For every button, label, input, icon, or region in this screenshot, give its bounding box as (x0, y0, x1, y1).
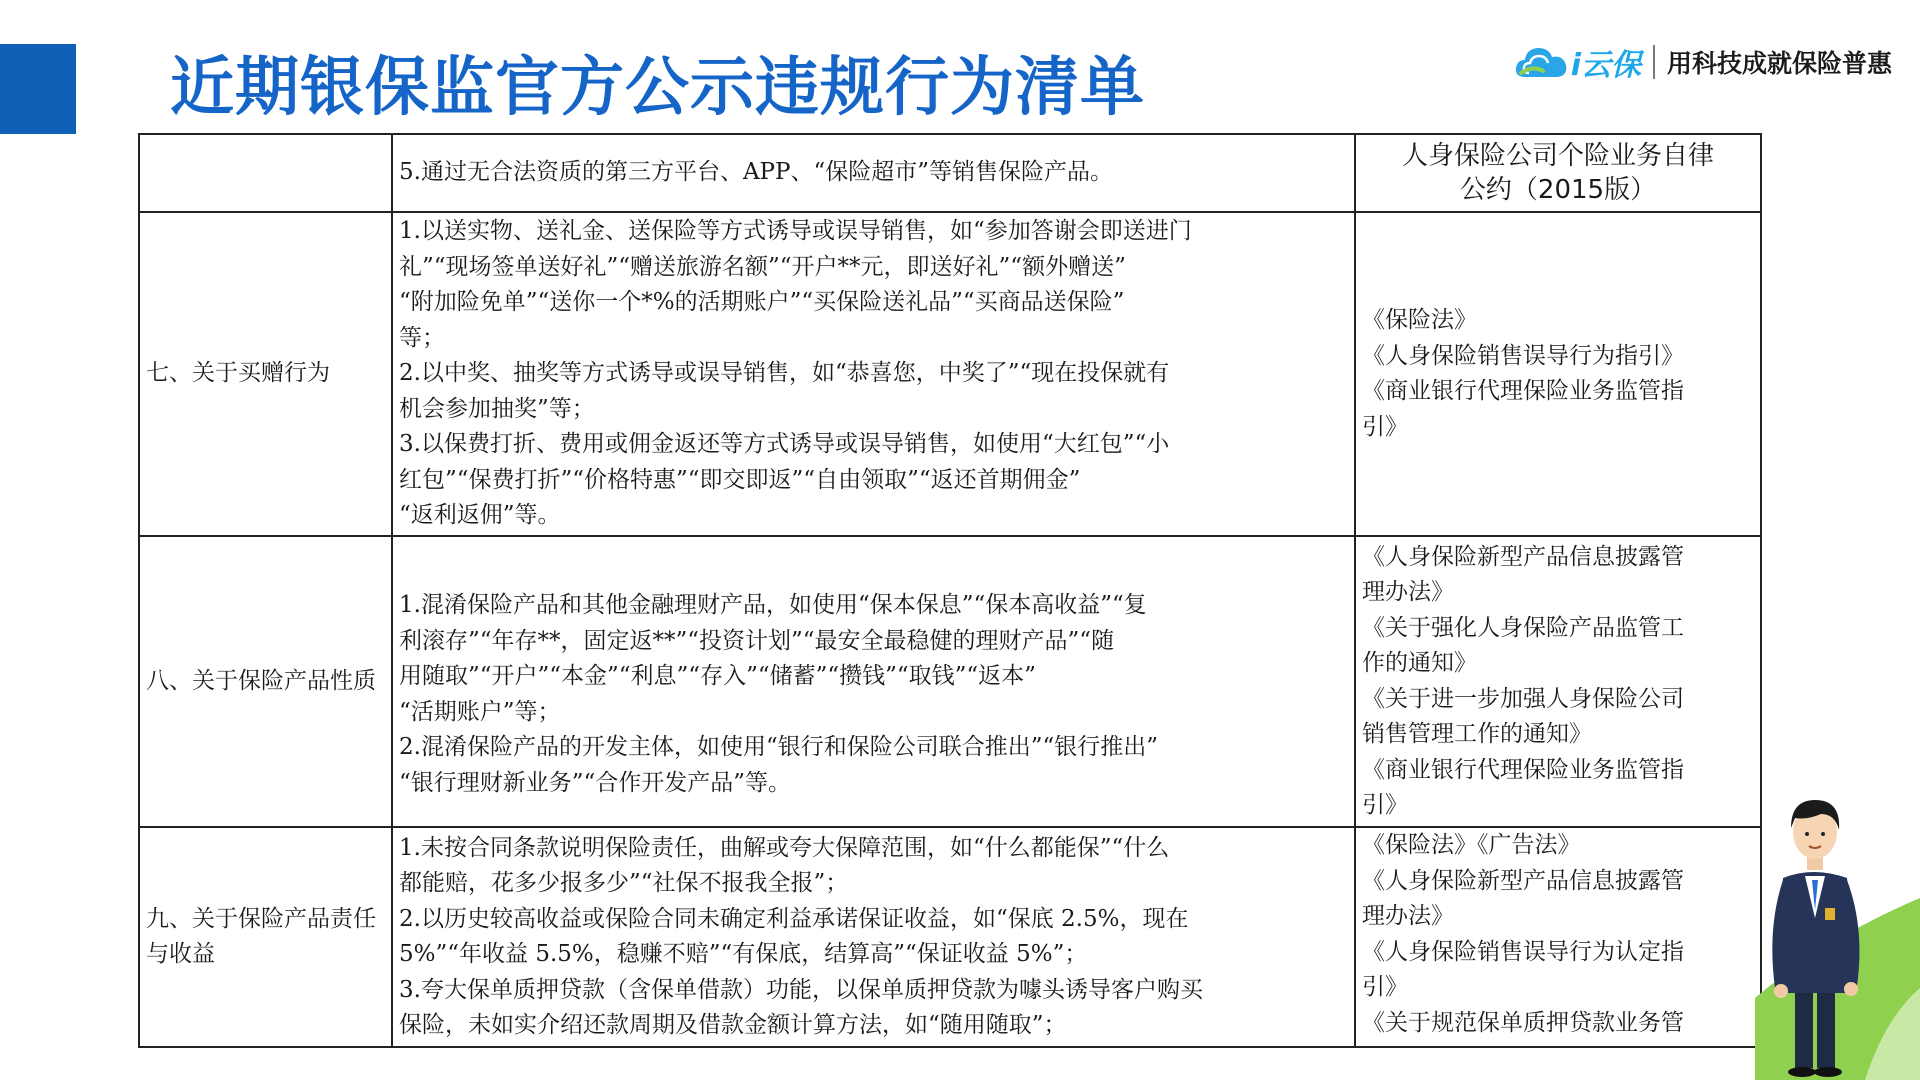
regulation-line: 《保险法》 (1362, 307, 1477, 333)
violation-description-cell (392, 134, 1355, 212)
description-line: 都能赔，花多少报多少”“社保不报我全报”； (399, 870, 849, 896)
regulation-line: 《关于规范保单质押贷款业务管 (1362, 1009, 1684, 1036)
agent-character-illustration (1755, 788, 1920, 1080)
description-line: “银行理财新业务”“合作开发产品”等。 (399, 769, 792, 796)
regulation-line: 销售管理工作的通知》 (1362, 721, 1592, 747)
regulation-line: 引》 (1362, 792, 1408, 818)
description-line: 保险，未如实介绍还款周期及借款金额计算方法，如“随用随取”； (399, 1012, 1067, 1038)
regulation-line: 《商业银行代理保险业务监管指 (1362, 378, 1684, 404)
category-cell: 七、关于买赠行为 (139, 212, 392, 536)
brand-logo (1513, 40, 1641, 84)
category-cell: 八、关于保险产品性质 (139, 536, 392, 827)
table-row (139, 134, 1761, 212)
description-line: 1.以送实物、送礼金、送保险等方式诱导或误导销售，如“参加答谢会即送进门 (399, 218, 1192, 245)
regulation-line: 《商业银行代理保险业务监管指 (1362, 756, 1684, 783)
description-line: 等； (399, 324, 445, 351)
description-line: 红包”“保费打折”“价格特惠”“即交即返”“自由领取”“返还首期佣金” (399, 466, 1081, 493)
violation-description-cell (392, 536, 1355, 827)
regulation-line: 《关于强化人身保险产品监管工 (1362, 614, 1684, 641)
regulation-cell (1355, 134, 1761, 212)
description-line: 1.未按合同条款说明保险责任，曲解或夸大保障范围，如“什么都能保”“什么 (399, 834, 1170, 861)
regulation-line: 引》 (1362, 974, 1408, 1000)
violations-table (138, 133, 1762, 1048)
category-cell (139, 134, 392, 212)
regulation-line: 《人身保险新型产品信息披露管 (1362, 543, 1684, 570)
description-line: 利滚存”“年存**，固定返**”“投资计划”“最安全最稳健的理财产品”“随 (399, 627, 1115, 654)
regulation-line: 《保险法》《广告法》 (1362, 832, 1581, 858)
violation-description-cell (392, 827, 1355, 1047)
regulation-line: 《人身保险新型产品信息披露管 (1362, 867, 1684, 894)
regulation-line: 作的通知》 (1362, 650, 1477, 676)
page-title: 近期银保监官方公示违规行为清单 (170, 51, 1145, 125)
regulation-line: 人身保险公司个险业务自律 (1401, 141, 1714, 171)
brand-slogan: 用科技成就保险普惠 (1666, 49, 1892, 78)
cloud-icon (1513, 43, 1569, 81)
brand-divider (1653, 45, 1655, 79)
description-line: 2.混淆保险产品的开发主体，如使用“银行和保险公司联合推出”“银行推出” (399, 734, 1158, 760)
table-row (139, 536, 1761, 827)
description-line: 2.以历史较高收益或保险合同未确定利益承诺保证收益，如“保底 2.5%，现在 (399, 905, 1189, 932)
brand-name: i云保 (1570, 48, 1641, 83)
regulation-line: 公约（2015版） (1459, 175, 1657, 205)
description-line: 5.通过无合法资质的第三方平台、APP、“保险超市”等销售保险产品。 (399, 159, 1114, 186)
regulation-cell (1355, 536, 1761, 827)
category-cell: 九、关于保险产品责任与收益 (139, 827, 392, 1047)
description-line: 礼”“现场签单送好礼”“赠送旅游名额”“开户**元，即送好礼”“额外赠送” (399, 253, 1126, 280)
description-line: 5%”“年收益 5.5%，稳赚不赔”“有保底，结算高”“保证收益 5%”； (399, 941, 1088, 967)
description-line: 用随取”“开户”“本金”“利息”“存入”“储蓄”“攒钱”“取钱”“返本” (399, 663, 1036, 689)
violations-table-body (139, 134, 1761, 1047)
violation-description-cell (392, 212, 1355, 536)
regulation-line: 《人身保险销售误导行为认定指 (1362, 938, 1684, 965)
description-line: 2.以中奖、抽奖等方式诱导或误导销售，如“恭喜您，中奖了”“现在投保就有 (399, 360, 1170, 387)
accent-block (0, 44, 76, 134)
description-line: 机会参加抽奖”等； (399, 395, 595, 422)
table-row (139, 827, 1761, 1047)
regulation-cell (1355, 212, 1761, 536)
regulation-line: 《人身保险销售误导行为指引》 (1362, 342, 1684, 369)
regulation-cell (1355, 827, 1761, 1047)
regulation-line: 理办法》 (1362, 903, 1454, 929)
regulation-line: 《关于进一步加强人身保险公司 (1362, 685, 1684, 712)
regulation-line: 引》 (1362, 413, 1408, 440)
description-line: 1.混淆保险产品和其他金融理财产品，如使用“保本保息”“保本高收益”“复 (399, 592, 1147, 618)
description-line: 3.夸大保单质押贷款（含保单借款）功能，以保单质押贷款为噱头诱导客户购买 (399, 976, 1203, 1003)
brand-header (1513, 40, 1892, 84)
table-row (139, 212, 1761, 536)
description-line: 3.以保费打折、费用或佣金返还等方式诱导或误导销售，如使用“大红包”“小 (399, 431, 1170, 458)
description-line: “活期账户”等； (399, 698, 561, 725)
description-line: “附加险免单”“送你一个*%的活期账户”“买保险送礼品”“买商品送保险” (399, 289, 1125, 316)
regulation-line: 理办法》 (1362, 579, 1454, 605)
description-line: “返利返佣”等。 (399, 502, 561, 529)
